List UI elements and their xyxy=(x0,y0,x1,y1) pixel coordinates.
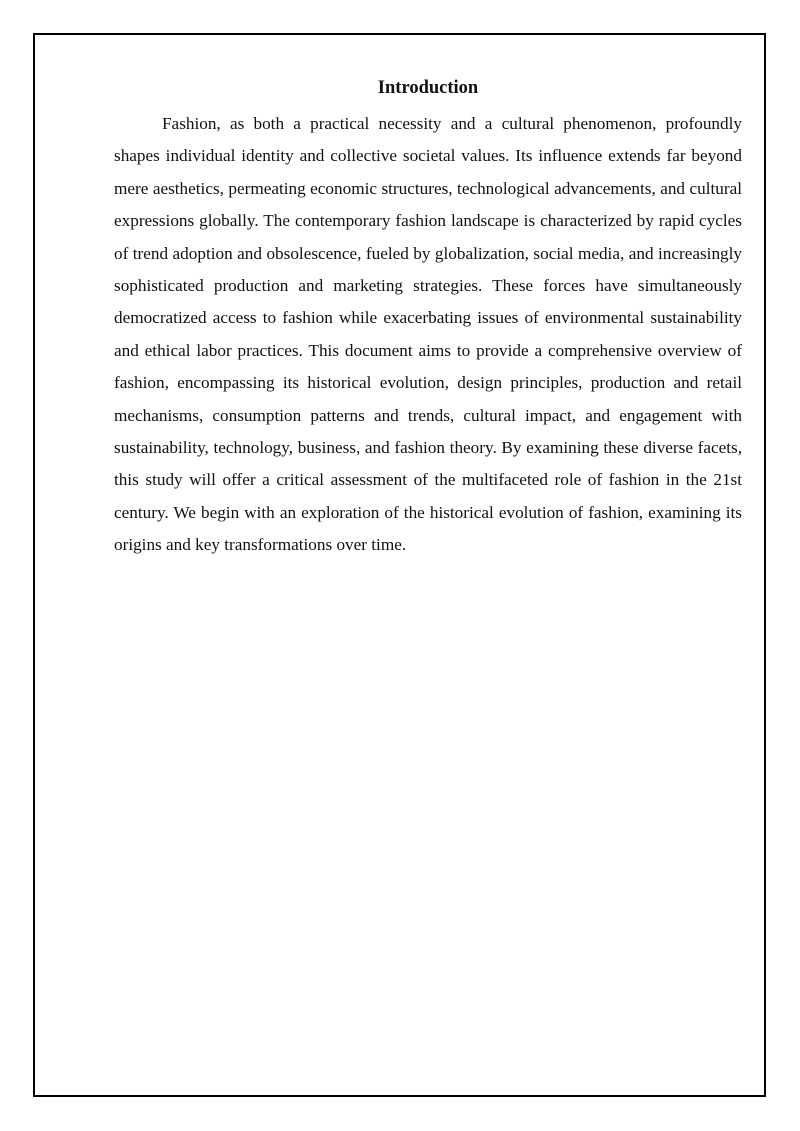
intro-paragraph: Fashion, as both a practical necessity and a cultural phenomenon, profoundly shapes individual identity and collective societal values. Its influence extends far beyond mere aesthetics, permeating economic structures, technological advancements, and cultural expressions globally. The contemporary fashion landscape is characterized by rapid cycles of trend adoption and obsolescence, fueled by globalization, social media, and increasingly sophisticated production and marketing strategies. These forces have simultaneously democratized access to fashion while exacerbating issues of environmental sustainability and ethical labor practices. This document aims to provide a comprehensive overview of fashion, encompassing its historical evolution, design principles, production and retail mechanisms, consumption patterns and trends, cultural impact, and engagement with sustainability, technology, business, and fashion theory. By examining these diverse facets, this study will offer a critical assessment of the multifaceted role of fashion in the 21st century. We begin with an exploration of the historical evolution of fashion, examining its origins and key transformations over time. xyxy=(114,114,742,555)
document-body xyxy=(114,74,742,562)
section-title: Introduction xyxy=(377,78,479,98)
